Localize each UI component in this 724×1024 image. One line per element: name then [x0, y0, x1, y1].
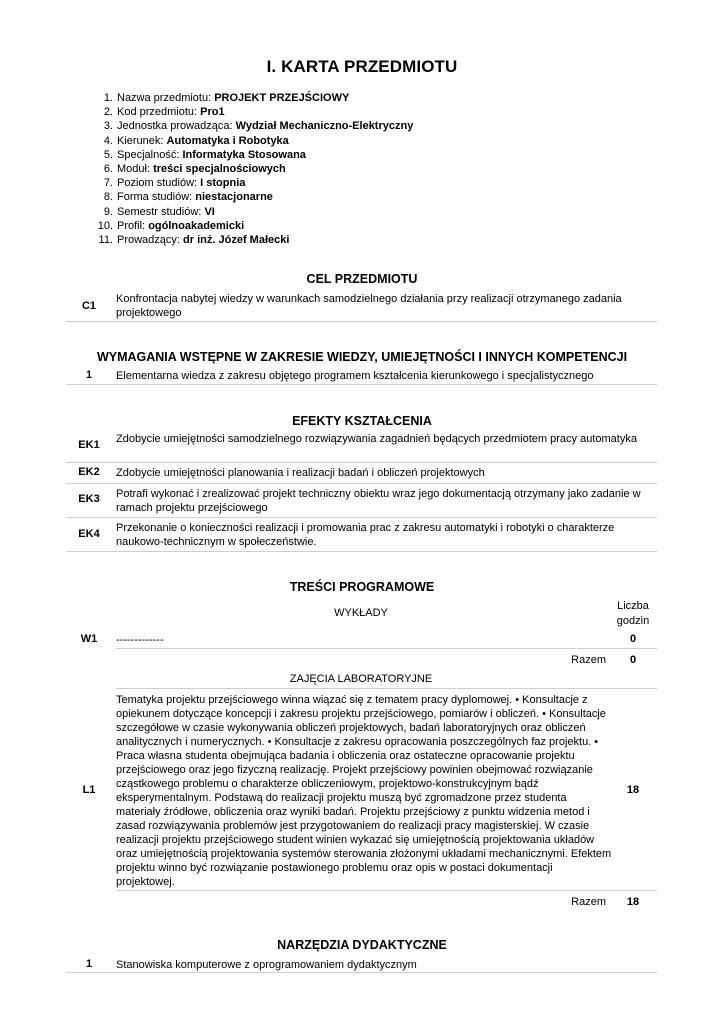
row-divider	[116, 688, 657, 689]
row-text: Konfrontacja nabytej wiedzy w warunkach samodzielnego działania przy realizacji otrzymanego zadania projektowego	[116, 293, 622, 319]
row-text: -------------	[116, 634, 164, 646]
labs-label: ZAJĘCIA LABORATORYJNE	[289, 673, 433, 685]
info-item: 7. Poziom studiów: I stopnia	[103, 177, 246, 190]
row-code: EK4	[78, 528, 100, 540]
lectures-total-label: Razem	[571, 654, 606, 666]
row-code: EK1	[78, 439, 100, 451]
labs-total-label: Razem	[571, 896, 606, 908]
outcome-row	[66, 518, 657, 552]
section-heading-wymagania: WYMAGANIA WSTĘPNE W ZAKRESIE WIEDZY, UMIEJĘTNOŚCI I INNYCH KOMPETENCJI	[96, 350, 628, 364]
outcome-row	[66, 463, 657, 484]
info-item: 11. Prowadzący: dr inż. Józef Małecki	[98, 233, 290, 246]
row-code: 1	[85, 369, 93, 381]
info-item: 4. Kierunek: Automatyka i Robotyka	[103, 134, 289, 147]
info-item: 9. Semestr studiów: VI	[103, 205, 215, 218]
info-item: 10. Profil: ogólnoakademicki	[97, 219, 245, 232]
row-text: Tematyka projektu przejściowego winna wiązać się z tematem pracy dyplomowej. • Konsultacje z opiekunem dotyczące koncepcji i zakresu projektu przejściowego, pomiarów i obliczeń. • Konsultacje szczegółowe w czasie wykonywania obliczeń projektowych, badań laboratoryjnych oraz obliczeń analitycznych i numerycznych. • Konsultacje z zakresu opracowania poszczególnych faz projektu. • Praca własna studenta obejmująca badania i obliczenia oraz ostateczne opracowanie projektu przejściowego oraz jego fizyczną realizację. Projekt przejściowy powinien obejmować rozwiązanie cząstkowego problemu o charakterze obliczeniowym, projektowo-konstrukcyjnym bądź eksperymentalnym. Podstawą do realizacji projektu muszą być zgromadzone przez studenta materiały źródłowe, obliczenia oraz wyniki badań. Projektu przejściowy z punktu widzenia metod i zasad rozwiązywania problemów jest przygotowaniem do realizacji pracy magisterskiej. W czasie realizacji projektu przejściowego student winien wykazać się umiejętnością projektowania układów oraz umiejętnością projektowania systemów sterowania złożonymi układami mechanicznymi. Efektem projektu winno być rozwiązanie postawionego problemu oraz opis w postaci dokumentacji projektowej.	[116, 694, 612, 888]
info-item: 1. Nazwa przedmiotu: PROJEKT PRZEJŚCIOWY	[103, 92, 350, 104]
outcome-row	[66, 431, 657, 463]
row-text: Potrafi wykonać i zrealizować projekt techniczny obiektu wraz jego dokumentacją otrzymany jako zadanie w ramach projektu przejściowego	[116, 488, 641, 514]
row-text: Zdobycie umiejętności planowania i realizacji badań i obliczeń projektowych	[116, 467, 485, 479]
row-text: Elementarna wiedza z zakresu objętego programem kształcenia kierunkowego i specjalistycznego	[116, 370, 594, 382]
info-item: 5. Specjalność: Informatyka Stosowana	[103, 148, 306, 161]
lecture-hours: 0	[629, 633, 637, 645]
requirement-row	[66, 367, 657, 385]
row-divider	[116, 648, 657, 649]
info-item: 2. Kod przedmiotu: Pro1	[103, 106, 225, 119]
section-heading-narzedzia: NARZĘDZIA DYDAKTYCZNE	[277, 938, 447, 952]
section-heading-cel: CEL PRZEDMIOTU	[306, 272, 418, 286]
row-code: EK2	[78, 466, 100, 478]
course-info-list	[89, 91, 413, 247]
lab-row	[66, 693, 657, 889]
row-text: Stanowiska komputerowe z oprogramowaniem dydaktycznym	[116, 959, 417, 971]
row-text: Zdobycie umiejętności samodzielnego rozwiązywania zagadnień będących przedmiotem pracy automatyka	[116, 433, 637, 445]
row-code: C1	[81, 300, 97, 312]
row-code: L1	[82, 784, 96, 796]
lab-hours: 18	[626, 784, 640, 796]
row-code: 1	[85, 958, 93, 970]
lectures-label: WYKŁADY	[334, 607, 388, 619]
section-heading-efekty: EFEKTY KSZTAŁCENIA	[292, 414, 432, 428]
hours-header-line2: godzin	[616, 615, 650, 627]
outcome-row	[66, 484, 657, 518]
tools-row	[66, 957, 657, 973]
goal-row	[66, 290, 657, 322]
info-item: 8. Forma studiów: niestacjonarne	[103, 191, 273, 204]
section-heading-tresci: TREŚCI PROGRAMOWE	[289, 580, 435, 594]
row-code: EK3	[78, 493, 100, 505]
page-title: I. KARTA PRZEDMIOTU	[266, 57, 458, 76]
labs-total-hours: 18	[626, 896, 640, 908]
row-code: W1	[80, 633, 98, 645]
lectures-total-hours: 0	[629, 654, 637, 666]
info-item: 3. Jednostka prowadząca: Wydział Mechaniczno-Elektryczny	[103, 120, 414, 133]
row-text: Przekonanie o konieczności realizacji i promowania prac z zakresu automatyki i robotyki o charakterze naukowo-technicznym w społeczeństwie.	[116, 522, 615, 548]
row-divider	[116, 890, 657, 891]
info-item: 6. Moduł: treści specjalnościowych	[103, 162, 286, 175]
hours-header-line1: Liczba	[617, 600, 649, 612]
lecture-row	[66, 633, 657, 647]
